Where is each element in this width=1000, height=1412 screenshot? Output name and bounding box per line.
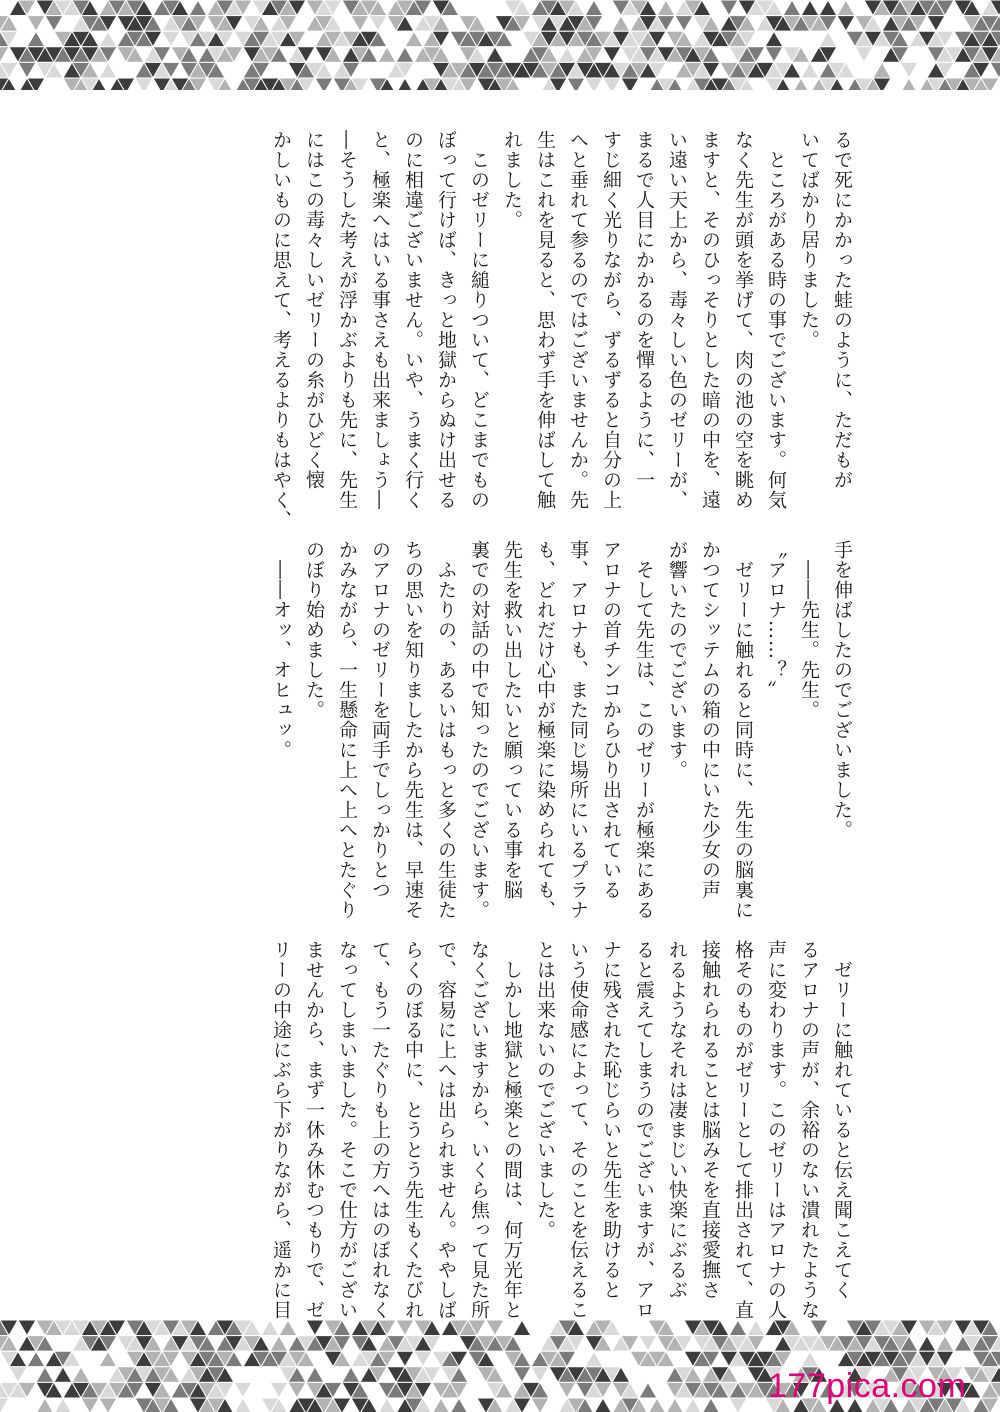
text-line: 事、アロナも、また同じ場所にいるプラナ bbox=[567, 540, 589, 920]
text-line: ふたりの、あるいはもっと多くの生徒た bbox=[435, 540, 457, 920]
text-line: ゼリーに触れると同時に、先生の脳裏に bbox=[732, 540, 754, 920]
text-line: そして先生は、このゼリーが極楽にある bbox=[633, 540, 655, 920]
triangle-mosaic-graphic bbox=[0, 0, 1000, 90]
text-line: ――オッ、オヒュッ。 bbox=[270, 540, 292, 760]
text-line: で、容易に上へは出られません。ややしば bbox=[435, 940, 457, 1320]
text-line: このゼリーに縋りついて、どこまでもの bbox=[468, 130, 490, 510]
text-line: ところがある時の事でございます。何気 bbox=[765, 130, 787, 510]
text-line: かみながら、一生懸命に上へ上へとたぐり bbox=[336, 540, 358, 920]
text-line: て、もう一たぐりも上の方へはのぼれなく bbox=[369, 940, 391, 1320]
text-line: 手を伸ばしたのでございました。 bbox=[831, 540, 853, 840]
text-block-lower bbox=[264, 940, 858, 1320]
text-line: ませんから、まず一休み休むつもりで、ゼ bbox=[303, 940, 325, 1320]
text-line: も、どれだけ心中が極楽に染められても、 bbox=[534, 540, 556, 920]
text-line: のに相違ございません。いや、うまく行く bbox=[402, 130, 424, 510]
text-line: アロナの首チンコからひり出されている bbox=[600, 540, 622, 900]
text-line: 声に変わります。このゼリーはアロナの人 bbox=[765, 940, 787, 1320]
text-line: らくのぼる中に、とうとう先生もくたびれ bbox=[402, 940, 424, 1320]
text-line: ―そうした考えが浮かぶよりも先に、先生 bbox=[336, 130, 358, 510]
text-line: にはこの毒々しいゼリーの糸がひどく懐 bbox=[303, 130, 325, 490]
text-line: 接触れられることは脳みそを直接愛撫さ bbox=[699, 940, 721, 1300]
text-line: リーの中途にぶら下がりながら、遥かに目 bbox=[270, 940, 292, 1320]
text-block-middle bbox=[264, 540, 858, 920]
text-line: ちの思いを知りましたから先生は、早速そ bbox=[402, 540, 424, 920]
site-watermark: 177pica.com bbox=[768, 1367, 967, 1405]
text-line: なく先生が頭を挙げて、肉の池の空を眺め bbox=[732, 130, 754, 510]
text-line: 生はこれを見ると、思わず手を伸ばして触 bbox=[534, 130, 556, 510]
text-line: 〝アロナ……？〟 bbox=[765, 540, 787, 700]
text-line: しかし地獄と極楽との間は、何万光年と bbox=[501, 940, 523, 1320]
text-line: のアロナのゼリーを両手でしっかりとつ bbox=[369, 540, 391, 900]
text-line: かしいものに思えて、考えるよりもはやく、 bbox=[270, 130, 292, 530]
text-line: なくございますから、いくら焦って見た所 bbox=[468, 940, 490, 1320]
text-line: ――先生。先生。 bbox=[798, 540, 820, 720]
text-line: いう使命感によって、そのことを伝えるこ bbox=[567, 940, 589, 1320]
text-line: と、極楽へはいる事さえも出来ましょう― bbox=[369, 130, 391, 510]
text-line: ると震えてしまうのでございますが、アロ bbox=[633, 940, 655, 1320]
top-triangle-pattern bbox=[0, 0, 1000, 90]
text-line: すじ細く光りながら、ずるずると自分の上 bbox=[600, 130, 622, 510]
text-line: るで死にかかった蛙のように、ただもが bbox=[831, 130, 853, 490]
text-line: ますと、そのひっそりとした暗の中を、遠 bbox=[699, 130, 721, 510]
text-line: い遠い天上から、毒々しい色のゼリーが、 bbox=[666, 130, 688, 510]
text-line: るアロナの声が、余裕のない潰れたような bbox=[798, 940, 820, 1320]
text-line: れました。 bbox=[501, 130, 523, 230]
text-line: ゼリーに触れていると伝え聞こえてく bbox=[831, 940, 853, 1300]
text-line: のぼり始めました。 bbox=[303, 540, 325, 720]
text-line: 先生を救い出したいと願っている事を脳 bbox=[501, 540, 523, 900]
text-line: れるようなそれは凄まじい快楽にぶるぶ bbox=[666, 940, 688, 1300]
text-line: まるで人目にかかるのを憚るように、一 bbox=[633, 130, 655, 490]
text-line: かつてシッテムの箱の中にいた少女の声 bbox=[699, 540, 721, 900]
text-line: ナに残された恥じらいと先生を助けると bbox=[600, 940, 622, 1300]
text-block-upper bbox=[264, 130, 858, 530]
text-line: いてばかり居りました。 bbox=[798, 130, 820, 350]
text-line: へと垂れて参るのではございませんか。先 bbox=[567, 130, 589, 510]
text-line: 裏での対話の中で知ったのでございます。 bbox=[468, 540, 490, 920]
text-line: ぼって行けば、きっと地獄からぬけ出せる bbox=[435, 130, 457, 510]
text-line: 格そのものがゼリーとして排出されて、直 bbox=[732, 940, 754, 1320]
text-line: が響いたのでございます。 bbox=[666, 540, 688, 780]
text-line: とは出来ないのでございました。 bbox=[534, 940, 556, 1240]
text-line: なってしまいました。そこで仕方がござい bbox=[336, 940, 358, 1320]
